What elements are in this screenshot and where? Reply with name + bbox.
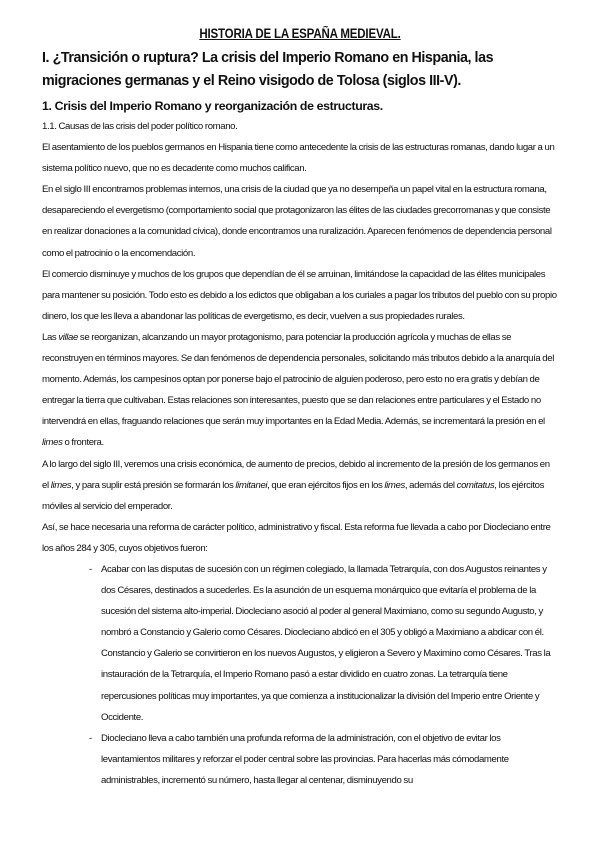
- subsection-heading: 1. Crisis del Imperio Romano y reorganización de estructuras.: [42, 99, 383, 113]
- bullet-marker: -: [89, 732, 92, 744]
- paragraph: Así, se hace necesaria una reforma de carácter político, administrativo y fiscal. Esta reforma fue llevada a cabo por Diocleciano entre los años 284 y 305, cuyos objetivos fueron:: [42, 521, 551, 554]
- subsubsection-heading: 1.1. Causas de las crisis del poder político romano.: [42, 121, 238, 132]
- italic-term: villae: [58, 331, 78, 343]
- paragraph: El comercio disminuye y muchos de los grupos que dependían de él se arruinan, limitándose la capacidad de las élites municipales para mantener su posición. Todo esto es debido a los edictos que obligaban a los curiales a pagar los tributos del pueblo con su propio dinero, los que les lleva a abandonar las políticas de evergetismo, es decir, vuelven a sus propiedades rurales.: [42, 268, 557, 322]
- italic-term: limes: [384, 479, 405, 491]
- paragraph: A lo largo del siglo III, veremos una crisis económica, de aumento de precios, debido al incremento de la presión de los germanos en el limes, y para suplir está presión se formarán los limitanei, que eran ejércitos fijos en los limes, además del comitatus, los ejércitos móviles al servicio del emperador.: [42, 458, 550, 512]
- italic-term: comitatus: [456, 479, 495, 491]
- italic-term: limes: [50, 479, 72, 491]
- italic-term: limes: [42, 437, 63, 449]
- bullet-marker: -: [89, 563, 92, 575]
- section-heading: I. ¿Transición o ruptura? La crisis del Imperio Romano en Hispania, las migraciones germanas y el Reino visigodo de Tolosa (siglos III-V).: [42, 50, 494, 89]
- bullet-list: [42, 559, 558, 791]
- paragraph: El asentamiento de los pueblos germanos en Hispania tiene como antecedente la crisis de las estructuras romanas, dando lugar a un sistema político nuevo, que no es decadente como muchos califican.: [42, 142, 555, 175]
- italic-term: limitanei: [235, 479, 268, 491]
- paragraph: En el siglo III encontramos problemas internos, una crisis de la ciudad que ya no desempeña un papel vital en la estructura romana, desapareciendo el evergetismo (comportamiento social que protagonizaron las élites de las ciudades grecorromanas y que consiste en realizar donaciones a la comunidad cívica), donde encontramos una ruralización. Aparecen fenómenos de dependencia personal como el patrocinio o la encomendación.: [42, 184, 552, 259]
- paragraph: Las villae se reorganizan, alcanzando un mayor protagonismo, para potenciar la producción agrícola y muchas de ellas se reconstruyen en términos mayores. Se dan fenómenos de dependencia personales, solicitando más tributos debido a la anarquía del momento. Además, los campesinos optan por ponerse bajo el patrocinio de alguien poderoso, pero esto no era gratis y debían de entregar la tierra que cultivaban. Estas relaciones son interesantes, puesto que se dan relaciones entre particulares y el Estado no intervendrá en ellas, fraguando relaciones que serán muy importantes en la Edad Media. Además, se incrementará la presión en el limes o frontera.: [42, 331, 554, 449]
- list-item: - Diocleciano lleva a cabo también una profunda reforma de la administración, con el objetivo de evitar los levantamientos militares y reforzar el poder central sobre las provincias. Para hacerlas más cómodamente administrables, incrementó su número, hasta llegar al centenar, disminuyendo su: [42, 728, 558, 791]
- list-item: - Acabar con las disputas de sucesión con un régimen colegiado, la llamada Tetrarquía, con dos Augustos reinantes y dos Césares, destinados a sucederles. Es la asunción de un esquema monárquico que evitaría el problema de la sucesión del sistema alto-imperial. Diocleciano asoció al poder al general Maximiano, como su segundo Augusto, y nombró a Constancio y Galerio como Césares. Diocleciano abdicó en el 305 y obligó a Maximiano a abdicar con él. Constancio y Galerio se convirtieron en los nuevos Augustos, y eligieron a Severo y Maximino como Césares. Tras la instauración de la Tetrarquía, el Imperio Romano pasó a estar dividido en cuatro zonas. La tetrarquía tiene repercusiones políticas muy importantes, ya que comienza a institucionalizar la división del Imperio entre Oriente y Occidente.: [42, 559, 558, 728]
- document-title: HISTORIA DE LA ESPAÑA MEDIEVAL.: [199, 26, 401, 41]
